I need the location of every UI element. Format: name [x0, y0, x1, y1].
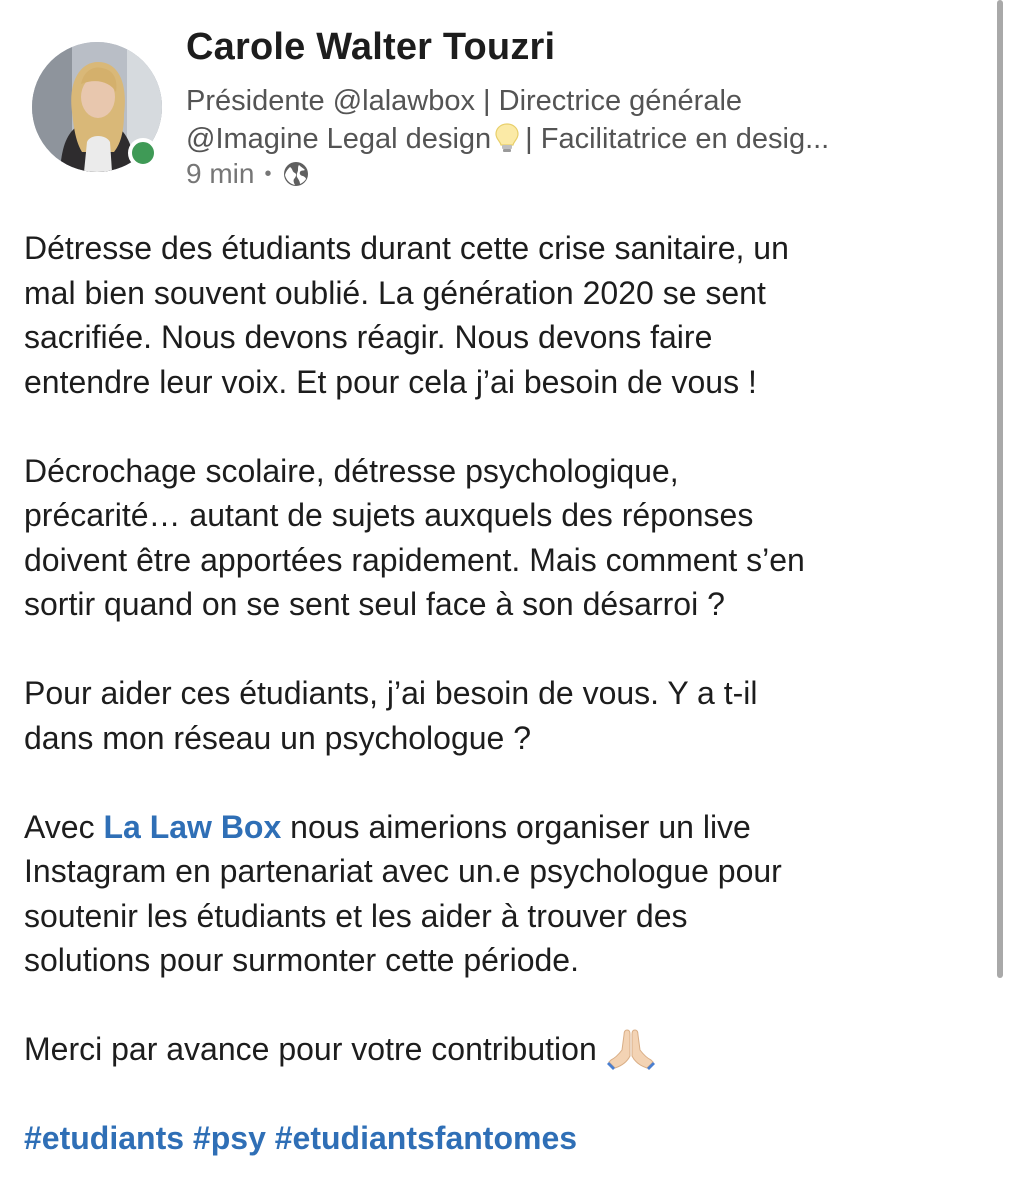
- headline-line-1: Présidente @lalawbox | Directrice générale: [186, 85, 743, 117]
- light-bulb-icon: [493, 122, 521, 154]
- text-line: Instagram en partenariat avec un.e psychologue pour: [24, 853, 782, 889]
- post-paragraph-2: [24, 449, 992, 627]
- text-line: précarité… autant de sujets auxquels des réponses: [24, 497, 754, 533]
- author-headline: [186, 82, 966, 158]
- text-line: entendre leur voix. Et pour cela j’ai besoin de vous !: [24, 363, 757, 400]
- text-line: sortir quand on se sent seul face à son désarroi ?: [24, 586, 725, 622]
- text-line: mal bien souvent oublié. La génération 2020 se sent: [24, 274, 766, 311]
- post-paragraph-5: [24, 1027, 992, 1072]
- text-line: Détresse des étudiants durant cette crise sanitaire, un: [24, 230, 789, 266]
- thanks-text: Merci par avance pour votre contribution: [24, 1031, 597, 1067]
- headline-line-2: [186, 120, 966, 158]
- text-line: [24, 805, 992, 850]
- post-meta: [186, 158, 309, 190]
- post-timestamp: 9 min: [186, 158, 255, 189]
- text-segment: nous aimerions organiser un live: [281, 808, 751, 845]
- text-line: dans mon réseau un psychologue ?: [24, 719, 532, 756]
- online-status-dot: [128, 138, 158, 168]
- globe-icon: [283, 161, 309, 187]
- text-line: Pour aider ces étudiants, j’ai besoin de vous. Y a t-il: [24, 675, 758, 711]
- text-segment: Avec: [24, 808, 104, 845]
- post-hashtags[interactable]: #etudiants #psy #etudiantsfantomes: [24, 1120, 578, 1156]
- post-header: [0, 0, 990, 200]
- text-line: sacrifiée. Nous devons réagir. Nous devons faire: [24, 319, 713, 355]
- post-paragraph-1: [24, 226, 992, 404]
- company-mention-link[interactable]: La Law Box: [103, 808, 282, 845]
- headline-line-2-end: | Facilitatrice en desig...: [525, 123, 830, 155]
- text-line: solutions pour surmonter cette période.: [24, 942, 579, 978]
- headline-line-2-start: @Imagine Legal design: [186, 123, 492, 155]
- post-paragraph-3: [24, 671, 992, 760]
- post-body: [24, 226, 992, 1161]
- text-line: Décrochage scolaire, détresse psychologique,: [24, 452, 679, 489]
- text-line: soutenir les étudiants et les aider à trouver des: [24, 897, 688, 934]
- text-line: doivent être apportées rapidement. Mais comment s’en: [24, 541, 805, 578]
- author-name[interactable]: Carole Walter Touzri: [186, 26, 556, 68]
- vertical-scrollbar[interactable]: [997, 0, 1003, 978]
- post-paragraph-4: [24, 805, 992, 983]
- meta-separator: •: [264, 162, 272, 185]
- text-line: [24, 1027, 992, 1072]
- praying-hands-icon: [605, 1028, 657, 1070]
